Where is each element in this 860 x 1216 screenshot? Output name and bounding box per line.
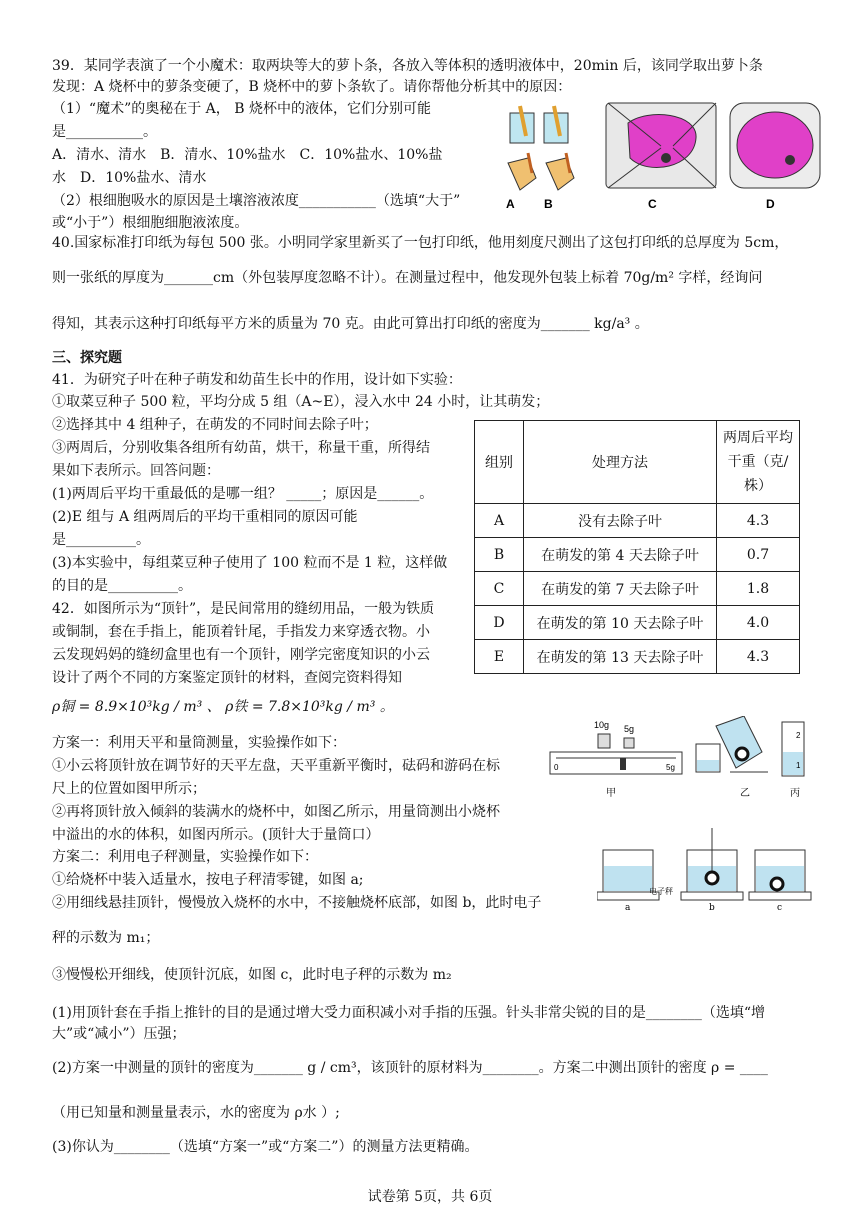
table-cell: 在萌发的第 7 天去除子叶 [524, 572, 717, 606]
q41-table [474, 420, 800, 674]
q41-step3-a: ③两周后，分别收集各组所有幼苗，烘干，称量干重，所得结 [52, 440, 430, 456]
q39-line1: 39．某同学表演了一个小魔术：取两块等大的萝卜条，各放入等体积的透明液体中，20min 后，该同学取出萝卜条 [52, 58, 763, 74]
q41-question2-b: 是__________。 [52, 532, 150, 548]
q39-fig-label-d: D [766, 197, 775, 211]
q42-plan-a-title: 方案一：利用天平和量筒测量，实验操作如下： [52, 735, 346, 751]
q41-question1: (1)两周后平均干重最低的是哪一组？ _____；原因是______。 [52, 486, 434, 502]
table-row [475, 572, 800, 606]
cylinder-tick-2: 2 [796, 731, 801, 740]
q39-part2-a: （2）根细胞吸水的原因是土壤溶液浓度___________（选填“大于” [52, 193, 461, 209]
table-cell: 4.3 [717, 504, 800, 538]
q42-plan-b-step3: ③慢慢松开细线，使顶针沉底，如图 c，此时电子秤的示数为 m₂ [52, 967, 452, 983]
q39-options-a: A．清水、清水 B．清水、10%盐水 C．10%盐水、10%盐 [52, 147, 443, 163]
fig-label-a: a [625, 903, 631, 910]
q42-line1: 42．如图所示为“顶针”，是民间常用的缝纫用品，一般为铁质 [52, 601, 435, 617]
q42-plan-b-title: 方案二：利用电子秤测量，实验操作如下： [52, 849, 318, 865]
table-row [475, 538, 800, 572]
weight-10g-label: 10g [594, 720, 610, 730]
q39-fig-label-b: B [544, 197, 553, 211]
fig-label-c: c [777, 903, 783, 910]
q41-line1: 41．为研究子叶在种子萌发和幼苗生长中的作用，设计如下实验： [52, 372, 462, 388]
scale-max-label: 5g [666, 763, 675, 772]
q42-plan-a-step2-b: 中溢出的水的体积，如图丙所示。(顶针大于量筒口） [52, 827, 380, 843]
q39-fig-label-c: C [648, 197, 657, 211]
table-row [475, 640, 800, 674]
table-row [475, 606, 800, 640]
table-cell: 4.3 [717, 640, 800, 674]
q39-line2: 发现：A 烧杯中的萝条变硬了，B 烧杯中的萝卜条软了。请你帮他分析其中的原因： [52, 79, 572, 95]
q40-line1: 40.国家标准打印纸为每包 500 张。小明同学家里新买了一包打印纸，他用刻度尺测出了这包打印纸的总厚度为 5cm， [52, 235, 789, 251]
table-cell: B [475, 538, 524, 572]
table-cell: 4.0 [717, 606, 800, 640]
weight-5g-label: 5g [624, 724, 635, 734]
table-header-method: 处理方法 [524, 421, 717, 504]
q42-plan-a-step2-a: ②再将顶针放入倾斜的装满水的烧杯中，如图乙所示，用量筒测出小烧杯 [52, 804, 500, 820]
q42-question3: (3)你认为________（选填“方案一”或“方案二”）的测量方法更精确。 [52, 1139, 479, 1155]
q42-plan-a-step1-b: 尺上的位置如图甲所示； [52, 781, 206, 797]
q40-line3: 得知，其表示这种打印纸每平方米的质量为 70 克。由此可算出打印纸的密度为_______ kg/a³ 。 [52, 316, 649, 332]
page-footer: 试卷第 5页，共 6页 [367, 1189, 493, 1205]
q41-question3-a: (3)本实验中，每组菜豆种子使用了 100 粒而不是 1 粒，这样做 [52, 555, 448, 571]
q42-plan-b-step1: ①给烧杯中装入适量水，按电子秤清零键，如图 a; [52, 872, 364, 888]
q42-question1-a: (1)用顶针套在手指上推针的目的是通过增大受力面积减小对手指的压强。针头非常尖锐的目的是________（选填“增 [52, 1005, 765, 1021]
q42-question1-b: 大”或“减小”）压强； [52, 1026, 186, 1042]
q42-figure-plan-a [546, 716, 816, 802]
table-cell: C [475, 572, 524, 606]
table-cell: 0.7 [717, 538, 800, 572]
table-header-weight: 两周后平均干重（克/株） [717, 421, 800, 504]
q42-line3: 云发现妈妈的缝纫盒里也有一个顶针，刚学完密度知识的小云 [52, 647, 430, 663]
q39-options-b: 水 D．10%盐水、清水 [52, 170, 207, 186]
q41-step1: ①取菜豆种子 500 粒，平均分成 5 组（A~E），浸入水中 24 小时，让其萌发； [52, 394, 550, 410]
q41-step2: ②选择其中 4 组种子，在萌发的不同时间去除子叶； [52, 417, 378, 433]
q41-step3-b: 果如下表所示。回答问题： [52, 463, 220, 479]
fig-label-b: b [709, 903, 715, 910]
q42-line2: 或铜制，套在手指上，能顶着针尾，手指发力来穿透衣物。小 [52, 624, 430, 640]
q41-question3-b: 的目的是__________。 [52, 578, 192, 594]
section-title: 三、探究题 [52, 350, 122, 366]
q42-figure-plan-b [597, 828, 817, 910]
cylinder-tick-1: 1 [796, 761, 801, 770]
q42-question2-b: （用已知量和测量量表示，水的密度为 ρ水 ）; [52, 1105, 340, 1121]
q39-part1-a: （1）“魔术”的奥秘在于 A， B 烧杯中的液体，它们分别可能 [52, 101, 431, 117]
table-cell: 在萌发的第 13 天去除子叶 [524, 640, 717, 674]
scale-label: 电子秤 [649, 887, 673, 896]
q39-figure [498, 98, 828, 213]
table-cell: 在萌发的第 10 天去除子叶 [524, 606, 717, 640]
table-cell: 在萌发的第 4 天去除子叶 [524, 538, 717, 572]
table-row [475, 504, 800, 538]
table-cell: 1.8 [717, 572, 800, 606]
q40-line2: 则一张纸的厚度为_______cm（外包装厚度忽略不计）。在测量过程中，他发现外包装上标着 70g/m² 字样，经询问 [52, 270, 763, 286]
table-cell: D [475, 606, 524, 640]
q42-question2: (2)方案一中测量的顶针的密度为_______ g / cm³，该顶针的原材料为________。方案二中测出顶针的密度 ρ = ____ [52, 1060, 768, 1076]
fig-label-yi: 乙 [740, 788, 750, 799]
q39-part1-b: 是___________。 [52, 124, 157, 140]
table-header-group: 组别 [475, 421, 524, 504]
q42-line4: 设计了两个不同的方案鉴定顶针的材料，查阅完资料得知 [52, 670, 402, 686]
table-cell: A [475, 504, 524, 538]
q39-part2-b: 或“小于”）根细胞细胞液浓度。 [52, 215, 249, 231]
table-cell: E [475, 640, 524, 674]
q42-plan-a-step1-a: ①小云将顶针放在调节好的天平左盘，天平重新平衡时，砝码和游码在标 [52, 758, 500, 774]
q42-plan-b-step2-a: ②用细线悬挂顶针，慢慢放入烧杯的水中，不接触烧杯底部，如图 b，此时电子 [52, 895, 542, 911]
q42-plan-b-step2-b: 秤的示数为 m₁； [52, 930, 160, 946]
table-cell: 没有去除子叶 [524, 504, 717, 538]
q41-question2-a: (2)E 组与 A 组两周后的平均干重相同的原因可能 [52, 509, 358, 525]
fig-label-jia: 甲 [606, 788, 616, 799]
fig-label-bing: 丙 [790, 788, 800, 799]
q39-fig-label-a: A [506, 197, 515, 211]
scale-zero-label: 0 [554, 763, 559, 772]
q42-density-formula: ρ铜 = 8.9×10³kg / m³ 、 ρ铁 = 7.8×10³kg / m³ 。 [52, 699, 394, 715]
